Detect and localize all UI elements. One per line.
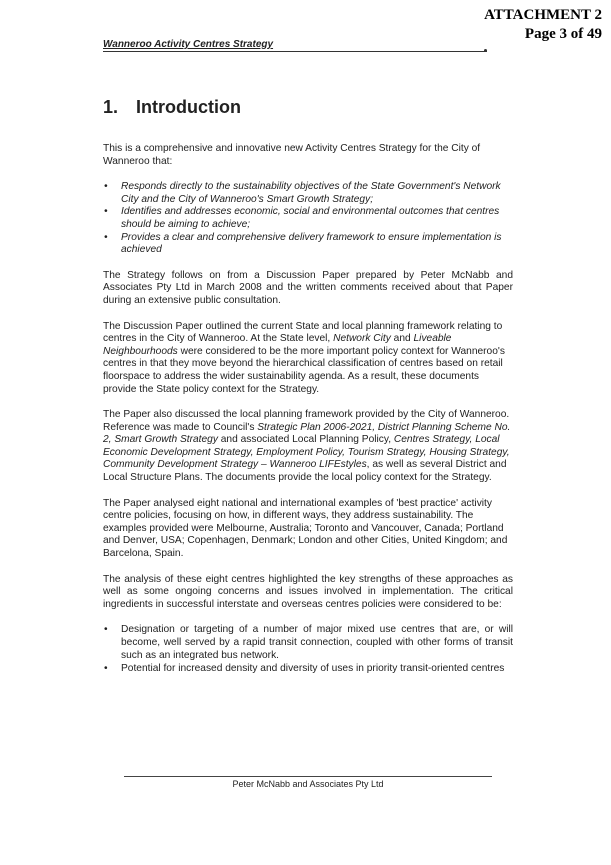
footer-rule	[124, 776, 492, 777]
text-run: were considered to be the more important policy context for Wanneroo's centres in that they move beyond the hierarchical classification of centres based on retail floorspace to address the wider sustainability agenda. As a result, these documents provide the State policy context for the Strategy.	[103, 345, 505, 395]
page-footer: Peter McNabb and Associates Pty Ltd	[232, 779, 384, 789]
intro-paragraph: This is a comprehensive and innovative new Activity Centres Strategy for the City of Wanneroo that:	[103, 143, 481, 167]
paragraph-best-practice: The Paper analysed eight national and international examples of 'best practice' activity centre policies, focusing on how, in different ways, they address sustainability. The examples provided were Melbourne, Australia; Toronto and Vancouver, Canada; Portland and Denver, USA; Copenhagen, Denmark; London and other Cities, United Kingdom; and Barcelona, Spain.	[103, 497, 508, 560]
objectives-list	[103, 181, 513, 257]
running-header: Wanneroo Activity Centres Strategy	[103, 39, 274, 50]
policy-name: Centres Strategy, Local Economic Development Strategy, Employment Policy, Tourism Strategy, Housing Strategy, Community Development Strategy – Wanneroo LIFEstyles	[103, 434, 510, 471]
text-run: The Paper also discussed the local planning framework provided by the City of Wanneroo. Reference was made to Council's	[103, 409, 510, 433]
list-item: • Potential for increased density and diversity of uses in priority transit-oriented centres	[103, 663, 513, 676]
paragraph-state-context	[103, 321, 513, 397]
header-rule	[103, 51, 487, 52]
header-rule-dot	[484, 49, 487, 52]
section-heading	[103, 97, 241, 118]
policy-name: Strategic Plan 2006-2021, District Planning Scheme No. 2, Smart Growth Strategy	[103, 421, 511, 446]
list-item: • Provides a clear and comprehensive delivery framework to ensure implementation is achieved	[103, 232, 513, 257]
text-run: and	[390, 333, 414, 345]
paragraph-local-context	[103, 409, 513, 485]
text-run: , as well as several District and Local Structure Plans. The documents provide the local policy context for the Strategy.	[103, 459, 507, 484]
policy-name: Liveable Neighbourhoods	[103, 333, 452, 357]
section-title: Introduction	[136, 97, 241, 117]
section-number: 1.	[103, 97, 119, 117]
attachment-label: ATTACHMENT 2	[484, 7, 602, 23]
paragraph-discussion-paper: The Strategy follows on from a Discussion Paper prepared by Peter McNabb and Associates Pty Ltd in March 2008 and the written comments received about that Paper during an extensive public consultation.	[103, 269, 513, 306]
list-item: • Identifies and addresses economic, social and environmental outcomes that centres should be aiming to achieve;	[103, 206, 513, 231]
policy-name: Network City	[333, 333, 391, 345]
list-item: • Designation or targeting of a number of major mixed use centres that are, or will become, well served by a rapid transit connection, coupled with other forms of transit such as an integrated bus network.	[103, 624, 513, 662]
attachment-stamp	[484, 6, 602, 44]
page-number: Page 3 of 49	[524, 26, 602, 42]
ingredients-list	[103, 624, 513, 675]
text-run: The Discussion Paper outlined the current State and local planning framework relating to centres in the City of Wanneroo. At the State level,	[103, 320, 503, 345]
document-body	[103, 143, 513, 689]
text-run: and associated Local Planning Policy,	[217, 434, 394, 446]
paragraph-analysis: The analysis of these eight centres highlighted the key strengths of these approaches as well as some ongoing concerns and issues involved in implementation. The critical ingredients in successful interstate and overseas centres policies were considered to be:	[103, 573, 513, 610]
list-item: • Responds directly to the sustainability objectives of the State Government's Network City and the City of Wanneroo's Smart Growth Strategy;	[103, 181, 513, 206]
